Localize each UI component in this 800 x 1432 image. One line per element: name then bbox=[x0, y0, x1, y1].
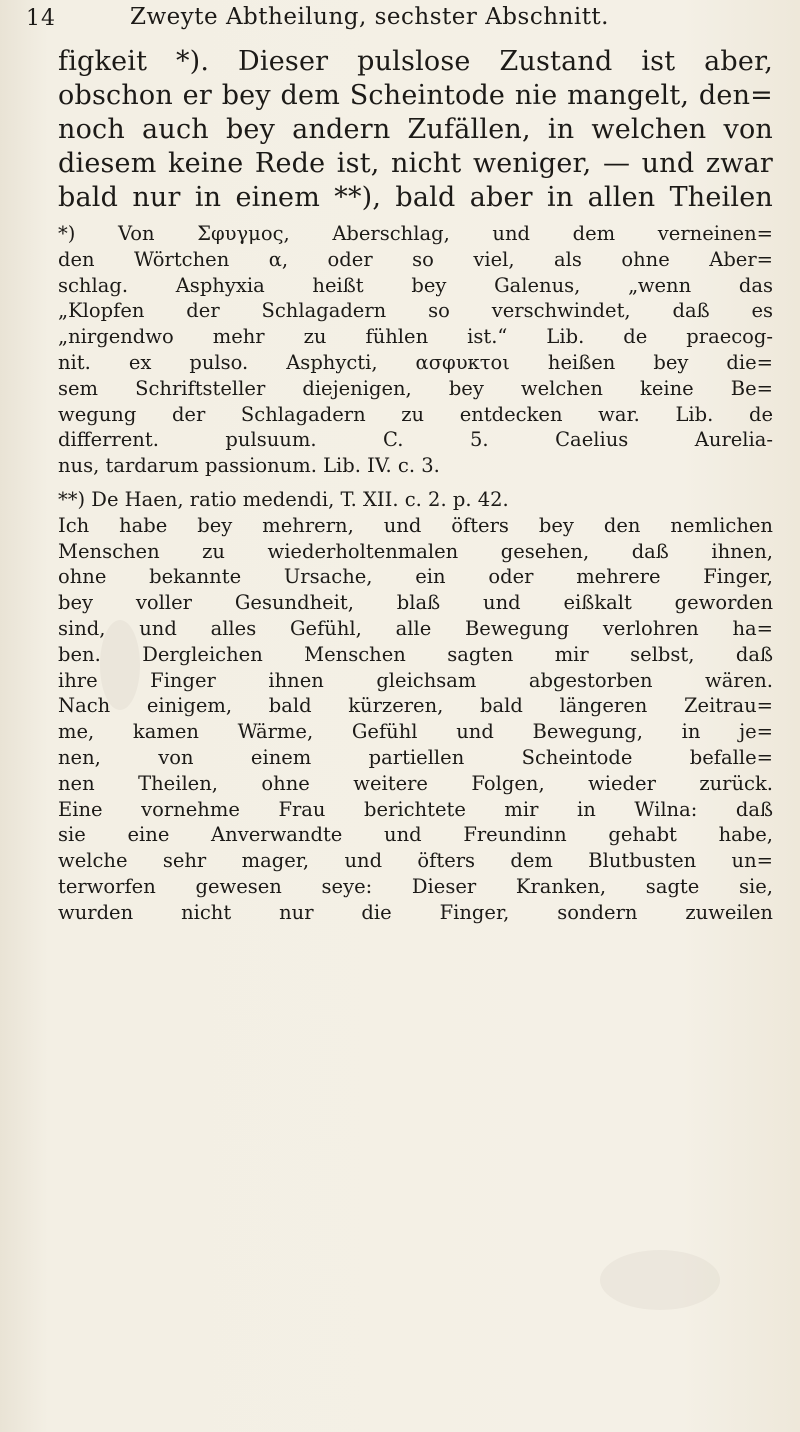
main-text-line: figkeit *). Dieser pulslose Zustand ist aber, bbox=[58, 46, 773, 77]
footnote-line: Eine vornehme Frau berichtete mir in Wilna: daß bbox=[58, 797, 773, 821]
body-text bbox=[58, 45, 773, 926]
page-number: 14 bbox=[26, 6, 56, 31]
footnote-line: Menschen zu wiederholtenmalen gesehen, daß ihnen, bbox=[58, 539, 773, 563]
main-text-line: bald nur in einem **), bald aber in allen Theilen bbox=[58, 182, 773, 213]
footnote-line: welche sehr mager, und öfters dem Blutbusten un= bbox=[58, 849, 773, 873]
main-text-line: noch auch bey andern Zufällen, in welchen von bbox=[58, 114, 773, 145]
footnote-line: nen Theilen, ohne weitere Folgen, wieder zurück. bbox=[58, 771, 773, 795]
main-text-line: obschon er bey dem Scheintode nie mangelt, den= bbox=[58, 80, 773, 111]
page-header bbox=[0, 2, 800, 42]
footnote-line: sem Schriftsteller diejenigen, bey welchen keine Be= bbox=[58, 376, 773, 400]
footnote-2 bbox=[58, 487, 773, 926]
footnote-line: sind, und alles Gefühl, alle Bewegung verlohren ha= bbox=[58, 616, 773, 640]
footnote-line: „Klopfen der Schlagadern so verschwindet, daß es bbox=[58, 299, 773, 323]
footnote-line: ihre Finger ihnen gleichsam abgestorben wären. bbox=[58, 668, 773, 692]
footnote-line: Ich habe bey mehrern, und öfters bey den nemlichen bbox=[58, 513, 773, 537]
footnote-line: differrent. pulsuum. C. 5. Caelius Aurelia- bbox=[58, 428, 773, 452]
paper-stain bbox=[600, 1250, 720, 1310]
footnote-line: ben. Dergleichen Menschen sagten mir selbst, daß bbox=[58, 642, 773, 666]
footnote-line: nit. ex pulso. Asphycti, ασφυκτοι heißen bey die= bbox=[58, 350, 773, 374]
footnote-line: schlag. Asphyxia heißt bey Galenus, „wenn das bbox=[58, 273, 773, 297]
footnote-line: sie eine Anverwandte und Freundinn gehabt habe, bbox=[58, 823, 773, 847]
footnote-line: wurden nicht nur die Finger, sondern zuweilen bbox=[58, 900, 773, 924]
footnote-line: nus, tardarum passionum. Lib. IV. c. 3. bbox=[58, 454, 440, 478]
main-text-line: diesem keine Rede ist, nicht weniger, — und zwar bbox=[58, 148, 773, 179]
footnote-line: ohne bekannte Ursache, ein oder mehrere Finger, bbox=[58, 565, 773, 589]
footnote-line: **) De Haen, ratio medendi, T. XII. c. 2. p. 42. bbox=[58, 487, 509, 511]
footnote-line: bey voller Gesundheit, blaß und eißkalt geworden bbox=[58, 591, 773, 615]
footnote-line: nen, von einem partiellen Scheintode befalle= bbox=[58, 745, 773, 769]
footnote-line: terworfen gewesen seye: Dieser Kranken, sagte sie, bbox=[58, 874, 773, 898]
footnote-line: wegung der Schlagadern zu entdecken war. Lib. de bbox=[58, 402, 773, 426]
footnote-1 bbox=[58, 221, 773, 479]
footnote-line: „nirgendwo mehr zu fühlen ist.“ Lib. de praecog- bbox=[58, 325, 773, 349]
footnote-line: Nach einigem, bald kürzeren, bald längeren Zeitrau= bbox=[58, 694, 773, 718]
running-head: Zweyte Abtheilung, sechster Abschnitt. bbox=[130, 4, 609, 30]
footnote-line: *) Von Σφυγμος, Aberschlag, und dem verneinen= bbox=[58, 222, 773, 245]
footnote-line: me, kamen Wärme, Gefühl und Bewegung, in je= bbox=[58, 720, 773, 744]
footnote-line: den Wörtchen α, oder so viel, als ohne Aber= bbox=[58, 247, 773, 271]
